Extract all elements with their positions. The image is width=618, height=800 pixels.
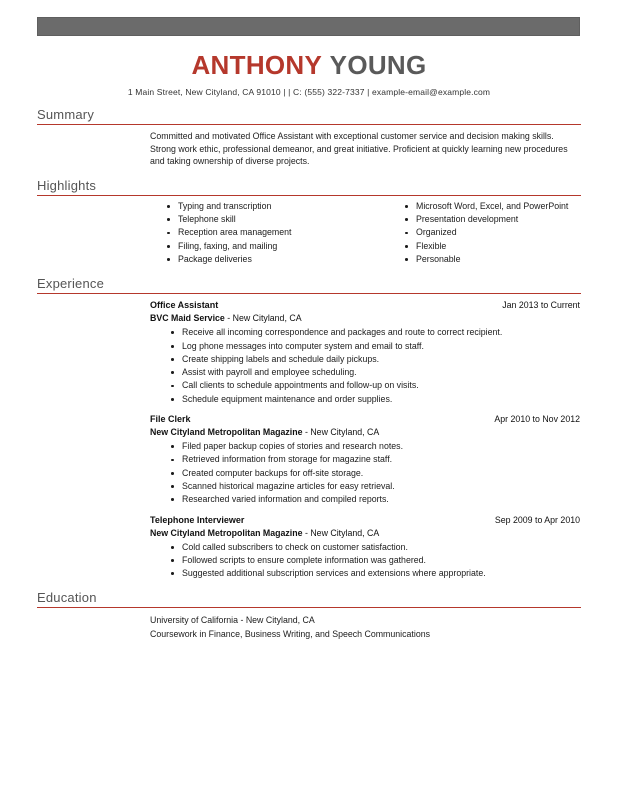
list-item: Telephone skill (166, 213, 370, 226)
list-item: Log phone messages into computer system and email to staff. (170, 340, 580, 353)
job-dates: Jan 2013 to Current (502, 300, 580, 311)
section-summary-header (37, 106, 581, 125)
list-item: Followed scripts to ensure complete information was gathered. (170, 554, 580, 567)
section-experience-body (0, 294, 618, 580)
spacer (0, 168, 618, 177)
experience-entry (150, 413, 580, 506)
section-summary-body (0, 125, 618, 168)
list-item: Researched varied information and compiled reports. (170, 493, 580, 506)
job-employer-line (150, 426, 580, 439)
section-education-body (0, 608, 618, 641)
candidate-name (0, 50, 618, 80)
job-title: Telephone Interviewer (150, 514, 245, 525)
spacer (0, 580, 618, 589)
job-location: - New Cityland, CA (302, 427, 380, 438)
section-education-title: Education (37, 590, 97, 606)
job-location: - New Cityland, CA (302, 527, 380, 538)
job-dates: Apr 2010 to Nov 2012 (494, 414, 580, 425)
section-highlights (0, 177, 618, 266)
list-item: Filed paper backup copies of stories and research notes. (170, 440, 580, 453)
job-employer-line (150, 527, 580, 540)
education-institution: University of California - New Cityland, CA (150, 615, 315, 626)
highlights-left-list (150, 200, 370, 266)
job-company: New Cityland Metropolitan Magazine (150, 527, 303, 538)
job-company: New Cityland Metropolitan Magazine (150, 427, 303, 438)
highlights-right-list (388, 200, 590, 266)
section-education (0, 589, 618, 641)
contact-line: 1 Main Street, New Cityland, CA 91010 | | C: (555) 322-7337 | example-email@example.com (127, 87, 491, 97)
section-experience (0, 275, 618, 580)
section-highlights-header (37, 177, 581, 196)
list-item: Presentation development (404, 213, 590, 226)
list-item: Scanned historical magazine articles for easy retrieval. (170, 480, 580, 493)
section-highlights-body (0, 196, 618, 266)
list-item: Retrieved information from storage for magazine staff. (170, 453, 580, 466)
list-item: Typing and transcription (166, 200, 370, 213)
candidate-last-name: YOUNG (329, 50, 427, 80)
section-education-header (37, 589, 581, 608)
job-location: - New Cityland, CA (224, 313, 302, 324)
section-experience-title: Experience (37, 276, 105, 292)
highlights-right-column (370, 200, 590, 266)
list-item: Organized (404, 226, 590, 239)
job-responsibilities-list (150, 326, 580, 406)
job-employer-line (150, 312, 580, 325)
list-item: Flexible (404, 240, 590, 253)
summary-paragraph: Committed and motivated Office Assistant with exceptional customer service and decision making skills. Strong work ethic, professional demeanor, and great initiative. Proficient at quickly learning new procedures and taking ownership of diverse projects. (150, 131, 568, 167)
experience-entry (150, 299, 580, 406)
list-item: Schedule equipment maintenance and order supplies. (170, 393, 580, 406)
spacer (0, 266, 618, 275)
list-item: Personable (404, 253, 590, 266)
job-title: Office Assistant (150, 300, 219, 311)
candidate-name-block (0, 50, 618, 80)
candidate-first-name: ANTHONY (191, 50, 323, 80)
list-item: Reception area management (166, 226, 370, 239)
candidate-last-name-spacer (322, 50, 330, 80)
list-item: Create shipping labels and schedule daily pickups. (170, 353, 580, 366)
list-item: Receive all incoming correspondence and packages and route to correct recipient. (170, 326, 580, 339)
header-accent-bar (37, 17, 580, 36)
list-item: Created computer backups for off-site storage. (170, 467, 580, 480)
section-highlights-title: Highlights (37, 177, 97, 193)
job-responsibilities-list (150, 541, 580, 581)
resume-content (0, 106, 618, 641)
highlights-left-column (150, 200, 370, 266)
experience-entry (150, 514, 580, 581)
job-dates: Sep 2009 to Apr 2010 (494, 514, 580, 525)
section-summary (0, 106, 618, 168)
list-item: Suggested additional subscription services and extensions where appropriate. (170, 567, 580, 580)
job-title: File Clerk (150, 414, 191, 425)
job-company: BVC Maid Service (150, 313, 225, 324)
list-item: Assist with payroll and employee scheduling. (170, 366, 580, 379)
section-experience-header (37, 275, 581, 294)
list-item: Filing, faxing, and mailing (166, 240, 370, 253)
list-item: Microsoft Word, Excel, and PowerPoint (404, 200, 590, 213)
experience-entry-headline (150, 413, 580, 426)
education-coursework: Coursework in Finance, Business Writing, and Speech Communications (150, 628, 431, 639)
list-item: Package deliveries (166, 253, 370, 266)
section-summary-title: Summary (37, 107, 95, 122)
job-responsibilities-list (150, 440, 580, 506)
experience-entry-headline (150, 514, 580, 527)
experience-entry-headline (150, 299, 580, 312)
list-item: Call clients to schedule appointments and follow-up on visits. (170, 379, 580, 392)
list-item: Cold called subscribers to check on customer satisfaction. (170, 541, 580, 554)
